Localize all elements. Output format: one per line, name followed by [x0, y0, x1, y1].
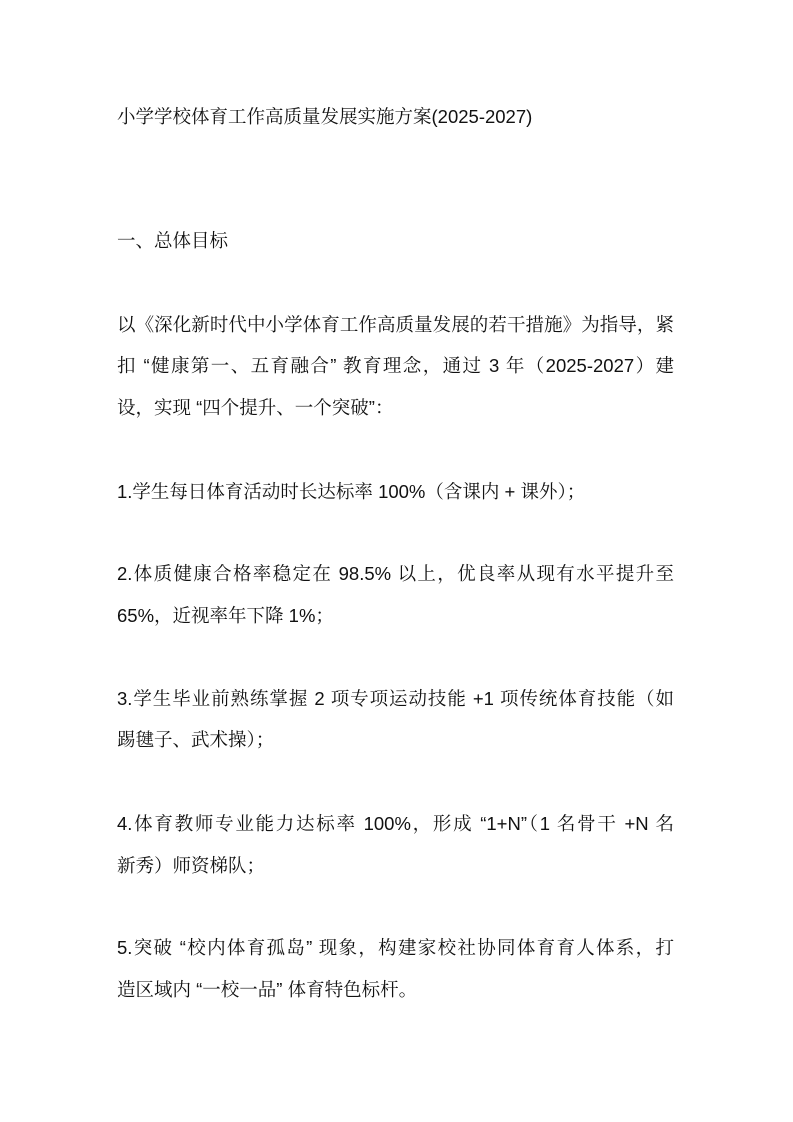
goal-item-5: 5.突破 “校内体育孤岛” 现象，构建家校社协同体育育人体系，打: [117, 937, 674, 958]
document-title: 小学学校体育工作高质量发展实施方案(2025-2027): [117, 106, 533, 127]
goal-item-5-cont: 造区域内 “一校一品” 体育特色标杆。: [117, 979, 418, 1000]
intro-line: 扣 “健康第一、五育融合” 教育理念，通过 3 年（2025-2027）建: [117, 355, 674, 376]
section-heading: 一、总体目标: [117, 230, 229, 251]
intro-line: 以《深化新时代中小学体育工作高质量发展的若干措施》为指导，紧: [117, 314, 674, 335]
intro-line: 设，实现 “四个提升、一个突破”：: [117, 397, 394, 418]
goal-item-1: 1.学生每日体育活动时长达标率 100%（含课内 + 课外）；: [117, 481, 586, 502]
goal-item-2-cont: 65%，近视率年下降 1%；: [117, 605, 334, 626]
goal-item-2: 2.体质健康合格率稳定在 98.5% 以上，优良率从现有水平提升至: [117, 563, 674, 584]
goal-item-4-cont: 新秀）师资梯队；: [117, 855, 266, 876]
goal-item-3-cont: 踢毽子、武术操）；: [117, 729, 275, 750]
goal-item-3: 3.学生毕业前熟练掌握 2 项专项运动技能 +1 项传统体育技能（如: [117, 688, 674, 709]
goal-item-4: 4.体育教师专业能力达标率 100%，形成 “1+N”（1 名骨干 +N 名: [117, 813, 674, 834]
